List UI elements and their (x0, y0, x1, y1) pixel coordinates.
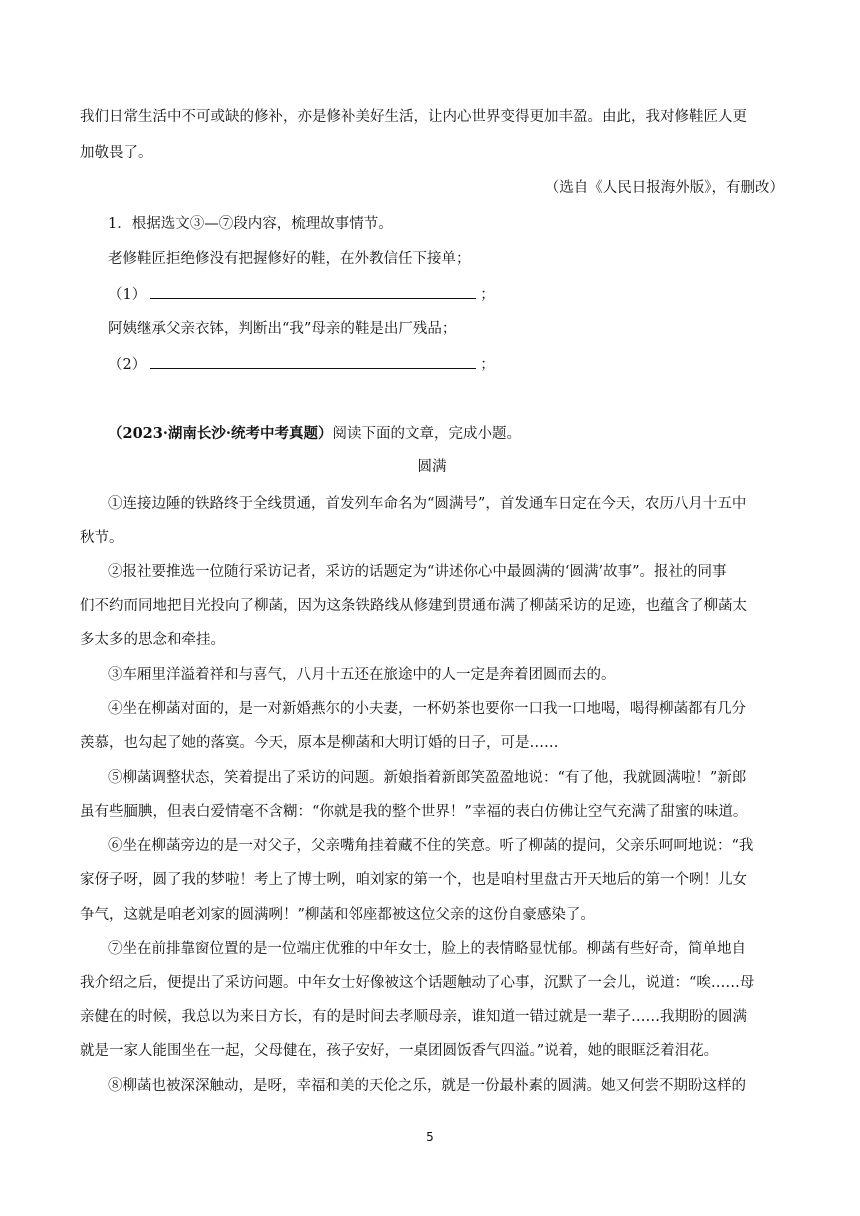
article-line: ③车厢里洋溢着祥和与喜气，八月十五还在旅途中的人一定是奔着团圆而去的。 (108, 667, 616, 683)
article-line: 家伢子呀，圆了我的梦啦！考上了博士咧，咱刘家的第一个，也是咱村里盘古开天地后的第一个咧！儿女 (80, 872, 747, 888)
answer-blank-1[interactable] (150, 284, 476, 299)
article-line: ②报社要推选一位随行采访记者，采访的话题定为“讲述你心中最圆满的‘圆满’故事”。报社的同事 (108, 564, 727, 580)
article-line: ⑧柳菡也被深深触动，是呀，幸福和美的天伦之乐，就是一份最朴素的圆满。她又何尝不期盼这样的 (108, 1078, 746, 1094)
blank-label-2: （2） (108, 357, 147, 373)
article-line: 就是一家人能围坐在一起，父母健在，孩子安好，一桌团圆饭香气四溢。”说着，她的眼眶泛着泪花。 (80, 1043, 719, 1059)
answer-blank-2[interactable] (150, 354, 476, 369)
exam-header (108, 424, 784, 444)
article-line: ④坐在柳菡对面的，是一对新婚燕尔的小夫妻，一杯奶茶也要你一口我一口地喝，喝得柳菡都有几分 (108, 701, 746, 717)
article-line: 争气，这就是咱老刘家的圆满咧！”柳菡和邻座都被这位父亲的这份自豪感染了。 (80, 907, 595, 923)
article-line: ⑥坐在柳菡旁边的是一对父子，父亲嘴角挂着藏不住的笑意。听了柳菡的提问，父亲乐呵呵地说：“我 (108, 838, 754, 854)
article-title: 圆满 (417, 459, 447, 475)
article-line: ⑤柳菡调整状态，笑着提出了采访的问题。新娘指着新郎笑盈盈地说：“有了他，我就圆满啦！”新郎 (108, 770, 747, 786)
story-step-1: 老修鞋匠拒绝修没有把握修好的鞋，在外教信任下接单； (108, 251, 471, 267)
page-number: 5 (426, 1130, 434, 1144)
article-line: 亲健在的时候，我总以为来日方长，有的是时间去孝顺母亲，谁知道一错过就是一辈子……我期盼的圆满 (80, 1009, 747, 1025)
story-step-2: 阿姨继承父亲衣钵，判断出“我”母亲的鞋是出厂残品； (108, 321, 457, 337)
blank-label-1: （1） (108, 287, 147, 303)
article-line: ⑦坐在前排靠窗位置的是一位端庄优雅的中年女士，脸上的表情略显忧郁。柳菡有些好奇，简单地自 (108, 941, 746, 957)
article-line: 多太多的思念和牵挂。 (80, 632, 225, 648)
source-citation: （选自《人民日报海外版》，有删改） (544, 180, 784, 196)
answer-row-1 (108, 284, 784, 305)
answer-row-2 (108, 354, 784, 375)
article-line: 们不约而同地把目光投向了柳菡，因为这条铁路线从修建到贯通布满了柳菡采访的足迹，也蕴含了柳菡太 (80, 598, 747, 614)
article-line: 羡慕，也勾起了她的落寞。今天，原本是柳菡和大明订婚的日子，可是…… (80, 735, 559, 751)
article-line: ①连接边陲的铁路终于全线贯通，首发列车命名为“圆满号”，首发通车日定在今天，农历八月十五中 (108, 496, 747, 512)
intro-line-2: 加敬畏了。 (80, 145, 153, 161)
blank-end-2: ； (480, 357, 495, 373)
article-line: 我介绍之后，便提出了采访问题。中年女士好像被这个话题触动了心事，沉默了一会儿，说道：“唉……母 (80, 975, 755, 991)
exam-source-tag: （2023·湖南长沙·统考中考真题） (108, 425, 333, 442)
intro-line-1: 我们日常生活中不可或缺的修补，亦是修补美好生活，让内心世界变得更加丰盈。由此，我对修鞋匠人更 (80, 109, 747, 125)
blank-end-1: ； (480, 287, 495, 303)
article-line: 秋节。 (80, 530, 124, 546)
exam-instruction: 阅读下面的文章，完成小题。 (332, 426, 521, 442)
question-prompt: 1．根据选文③—⑦段内容，梳理故事情节。 (108, 216, 393, 232)
article-line: 虽有些腼腆，但表白爱情毫不含糊：“你就是我的整个世界！”幸福的表白仿佛让空气充满了甜蜜的味道。 (80, 804, 748, 820)
